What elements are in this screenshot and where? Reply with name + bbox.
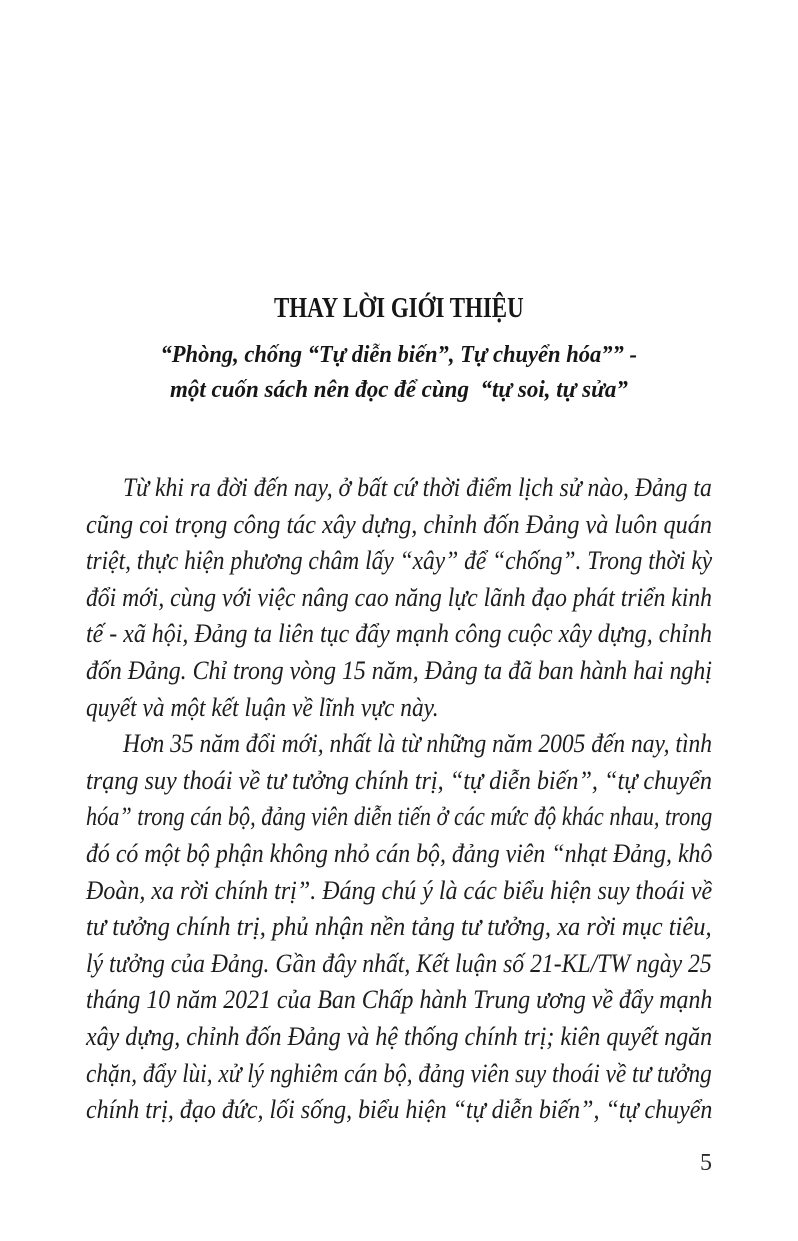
body-line — [86, 726, 712, 763]
body-line — [86, 543, 712, 580]
body-line-text: trạng suy thoái về tư tưởng chính trị, “tự diễn biến”, “tự chuyển — [86, 765, 712, 795]
body-line — [86, 982, 712, 1019]
body-line-text: lý tưởng của Đảng. Gần đây nhất, Kết luận số 21-KL/TW ngày 25 — [86, 948, 712, 978]
body-line — [86, 1019, 712, 1056]
body-line — [86, 690, 712, 727]
page-subtitle — [86, 338, 712, 408]
body-line — [86, 507, 712, 544]
body-line-text: Đoàn, xa rời chính trị”. Đáng chú ý là các biểu hiện suy thoái về — [86, 875, 713, 905]
body-line-text: quyết và một kết luận về lĩnh vực này. — [86, 692, 439, 722]
body-line-text: hóa” trong cán bộ, đảng viên diễn tiến ở các mức độ khác nhau, trong — [86, 802, 713, 832]
page-title-text: THAY LỜI GIỚI THIỆU — [274, 292, 524, 324]
page-footer — [700, 1150, 712, 1176]
body-line-text: Hơn 35 năm đổi mới, nhất là từ những năm 2005 đến nay, tình — [123, 729, 712, 759]
body-line — [86, 946, 712, 983]
body-line — [86, 799, 712, 836]
body-line — [86, 873, 712, 910]
page-title — [86, 0, 712, 324]
body-line-text: đổi mới, cùng với việc nâng cao năng lực lãnh đạo phát triển kinh — [86, 582, 712, 612]
subtitle-line-text: một cuốn sách nên đọc để cùng “tự soi, tự sửa” — [170, 377, 628, 403]
body-line-text: tư tưởng chính trị, phủ nhận nền tảng tư tưởng, xa rời mục tiêu, — [86, 912, 712, 942]
body-line-text: đó có một bộ phận không nhỏ cán bộ, đảng viên “nhạt Đảng, khô — [86, 838, 713, 868]
page-number: 5 — [700, 1150, 712, 1176]
body-line — [86, 580, 712, 617]
body-line-text: chặn, đẩy lùi, xử lý nghiêm cán bộ, đảng viên suy thoái về tư tưởng — [86, 1058, 712, 1088]
body-line-text: chính trị, đạo đức, lối sống, biểu hiện “tự diễn biến”, “tự chuyển — [86, 1095, 713, 1125]
body-line-text: đốn Đảng. Chỉ trong vòng 15 năm, Đảng ta đã ban hành hai nghị — [86, 655, 712, 685]
subtitle-line — [86, 338, 712, 373]
body-line — [86, 470, 712, 507]
body-line — [86, 1092, 712, 1129]
body-line-text: cũng coi trọng công tác xây dựng, chỉnh đốn Đảng và luôn quán — [86, 509, 712, 539]
body-line — [86, 763, 712, 800]
body-line-text: Từ khi ra đời đến nay, ở bất cứ thời điểm lịch sử nào, Đảng ta — [123, 473, 712, 502]
subtitle-line-text: “Phòng, chống “Tự diễn biến”, Tự chuyển hóa”” - — [160, 342, 638, 368]
body-line-text: triệt, thực hiện phương châm lấy “xây” để “chống”. Trong thời kỳ — [86, 546, 713, 576]
body-line-text: tế - xã hội, Đảng ta liên tục đẩy mạnh công cuộc xây dựng, chỉnh — [86, 619, 712, 649]
body-line — [86, 836, 712, 873]
body-line-text: xây dựng, chỉnh đốn Đảng và hệ thống chính trị; kiên quyết ngăn — [86, 1021, 713, 1051]
subtitle-line — [86, 373, 712, 408]
body-line — [86, 909, 712, 946]
body-line — [86, 653, 712, 690]
body-line-text: tháng 10 năm 2021 của Ban Chấp hành Trung ương về đẩy mạnh — [86, 985, 713, 1015]
body-text — [86, 470, 712, 1129]
body-line — [86, 1056, 712, 1093]
body-line — [86, 616, 712, 653]
